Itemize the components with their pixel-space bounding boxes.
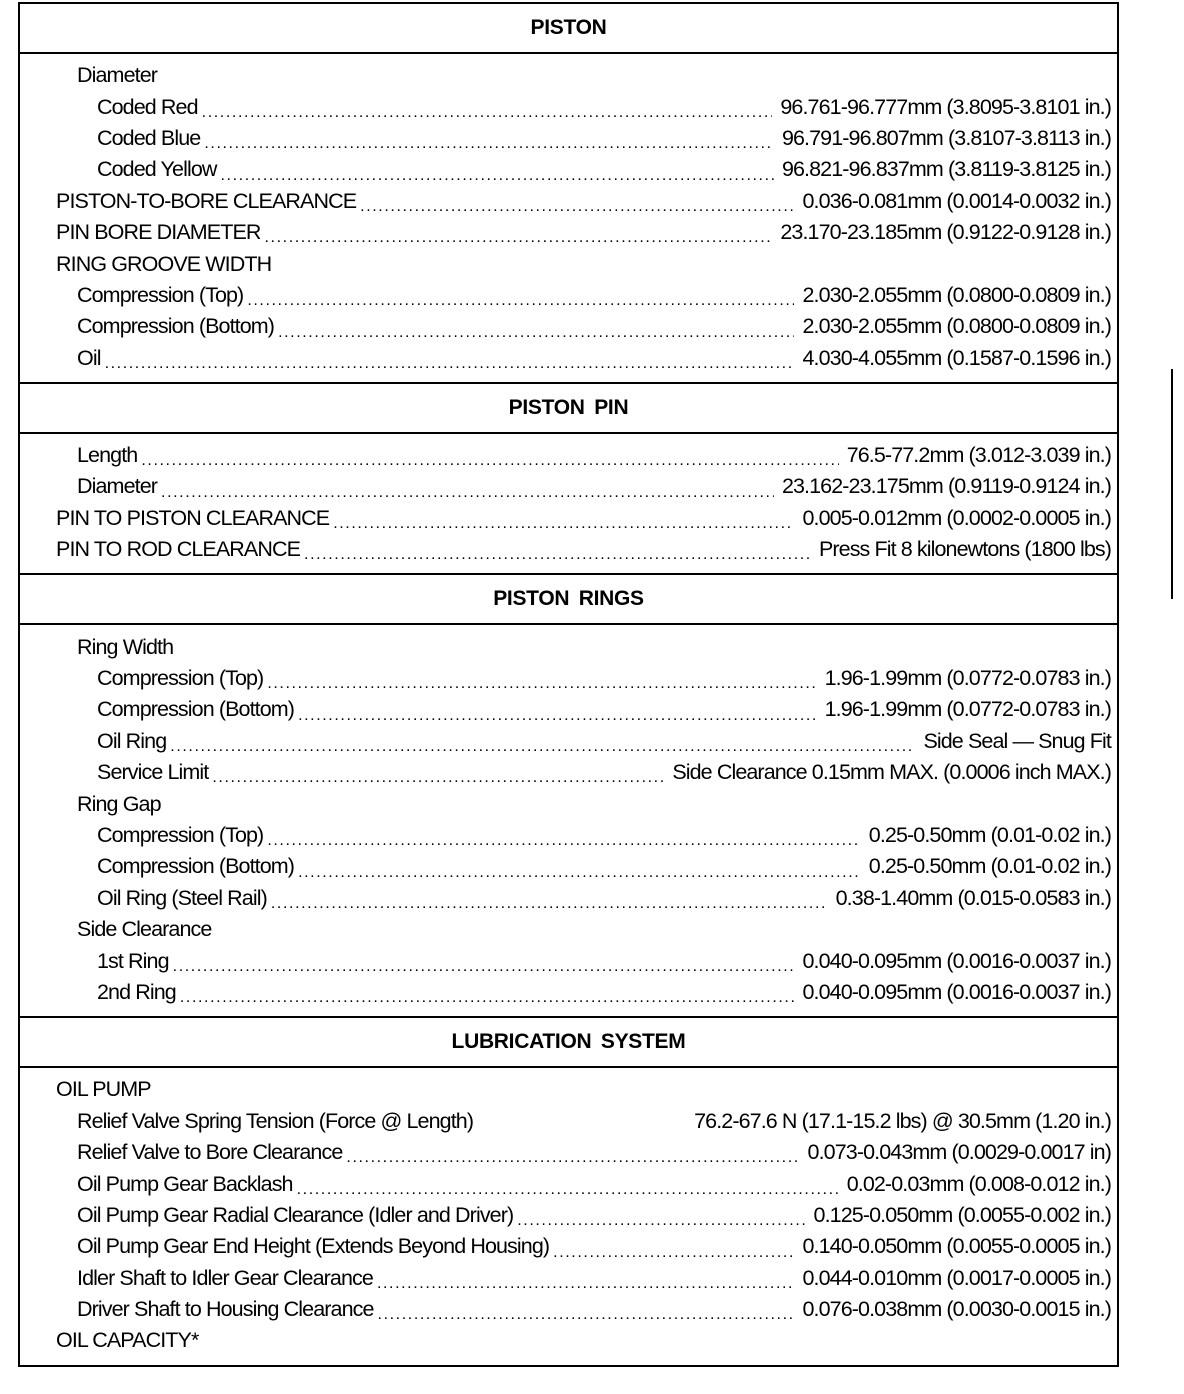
dot-leader [377, 1274, 795, 1294]
spec-value: 0.02-0.03mm (0.008-0.012 in.) [846, 1171, 1111, 1196]
spec-value: 96.791-96.807mm (3.8107-3.8113 in.) [781, 125, 1111, 150]
spec-label: Driver Shaft to Housing Clearance [77, 1297, 374, 1322]
spec-label: 1st Ring [97, 948, 169, 973]
spec-label: Oil Pump Gear Backlash [77, 1171, 293, 1196]
dot-leader [378, 1305, 795, 1325]
spec-label: Oil Pump Gear Radial Clearance (Idler and Driver) [77, 1202, 514, 1227]
spec-row [20, 1325, 1111, 1356]
spec-value: 2.030-2.055mm (0.0800-0.0809 in.) [802, 314, 1111, 339]
section-header: PISTON RINGS [20, 575, 1117, 625]
spec-row [20, 280, 1111, 311]
dot-leader [271, 894, 828, 914]
spec-value: 4.030-4.055mm (0.1587-0.1596 in.) [802, 345, 1111, 370]
spec-value: Press Fit 8 kilonewtons (1800 lbs) [818, 537, 1111, 562]
spec-label: Relief Valve to Bore Clearance [77, 1140, 343, 1165]
spec-label: OIL PUMP [56, 1077, 151, 1102]
dot-leader [517, 1211, 805, 1231]
dot-leader [297, 1180, 839, 1200]
dot-leader [267, 674, 816, 694]
spec-label: Service Limit [97, 760, 209, 785]
spec-row [20, 914, 1111, 945]
spec-row [20, 471, 1111, 502]
spec-value: 0.005-0.012mm (0.0002-0.0005 in.) [802, 505, 1111, 530]
spec-value: Side Seal — Snug Fit [923, 728, 1111, 753]
spec-value: 0.125-0.050mm (0.0055-0.002 in.) [813, 1202, 1111, 1227]
spec-row [20, 883, 1111, 914]
dot-leader [346, 1148, 799, 1168]
spec-row [20, 1106, 1111, 1137]
spec-label: PIN BORE DIAMETER [56, 220, 261, 245]
spec-label: Oil Pump Gear End Height (Extends Beyond Housing) [77, 1234, 550, 1259]
spec-value: 0.036-0.081mm (0.0014-0.0032 in.) [802, 188, 1111, 213]
spec-label: Coded Red [97, 94, 198, 119]
spec-label: Diameter [77, 474, 158, 499]
dot-leader [180, 988, 795, 1008]
dot-leader [477, 1117, 686, 1137]
spec-label: Oil [77, 345, 101, 370]
spec-label: Diameter [77, 63, 158, 88]
spec-label: Compression (Top) [97, 823, 264, 847]
spec-row [20, 534, 1111, 565]
spec-value: 0.040-0.095mm (0.0016-0.0037 in.) [802, 979, 1111, 1004]
dot-leader [221, 166, 774, 186]
spec-row [20, 1200, 1111, 1231]
spec-value: 0.044-0.010mm (0.0017-0.0005 in.) [802, 1265, 1111, 1290]
section-header: LUBRICATION SYSTEM [20, 1018, 1117, 1068]
spec-row [20, 945, 1111, 976]
dot-leader [298, 706, 816, 726]
spec-row [20, 788, 1111, 819]
spec-label: PIN TO ROD CLEARANCE [56, 537, 301, 562]
spec-row [20, 123, 1111, 154]
spec-row [20, 1168, 1111, 1199]
spec-value: 0.25-0.50mm (0.01-0.02 in.) [868, 823, 1111, 847]
spec-value: 76.5-77.2mm (3.012-3.039 in.) [846, 443, 1111, 468]
spec-row [20, 726, 1111, 757]
spec-row [20, 1074, 1111, 1105]
spec-row [20, 440, 1111, 471]
dot-leader [304, 545, 811, 565]
section-body [20, 625, 1117, 1018]
spec-label: Relief Valve Spring Tension (Force @ Length) [77, 1108, 474, 1133]
spec-label: Coded Blue [97, 125, 201, 150]
spec-value: 76.2-67.6 N (17.1-15.2 lbs) @ 30.5mm (1.20 in.) [694, 1108, 1111, 1133]
spec-value: Side Clearance 0.15mm MAX. (0.0006 inch MAX.) [672, 760, 1111, 785]
spec-row [20, 820, 1111, 851]
section-body [20, 434, 1117, 576]
spec-row [20, 851, 1111, 882]
dot-leader [161, 483, 774, 503]
spec-value: 23.162-23.175mm (0.9119-0.9124 in.) [781, 474, 1111, 499]
dot-leader [553, 1243, 794, 1263]
dot-leader [333, 514, 794, 534]
dot-leader [360, 197, 794, 217]
spec-value: 1.96-1.99mm (0.0772-0.0783 in.) [824, 697, 1111, 722]
dot-leader [212, 768, 664, 788]
spec-label: Side Clearance [77, 917, 212, 942]
spec-value: 2.030-2.055mm (0.0800-0.0809 in.) [802, 282, 1111, 307]
spec-label: 2nd Ring [97, 979, 176, 1004]
spec-value: 0.073-0.043mm (0.0029-0.0017 in) [807, 1140, 1111, 1165]
dot-leader [278, 323, 794, 343]
spec-value: 0.25-0.50mm (0.01-0.02 in.) [868, 854, 1111, 879]
dot-leader [173, 957, 795, 977]
spec-row [20, 694, 1111, 725]
spec-row [20, 503, 1111, 534]
spec-row [20, 663, 1111, 694]
spec-label: Compression (Top) [97, 666, 264, 691]
spec-value: 0.140-0.050mm (0.0055-0.0005 in.) [802, 1234, 1111, 1259]
spec-row [20, 217, 1111, 248]
spec-label: Ring Gap [77, 791, 161, 816]
dot-leader [170, 737, 915, 757]
section-body [20, 54, 1117, 384]
spec-label: Compression (Bottom) [77, 314, 275, 339]
spec-label: RING GROOVE WIDTH [56, 251, 272, 276]
spec-row [20, 1263, 1111, 1294]
spec-label: PIN TO PISTON CLEARANCE [56, 505, 330, 530]
spec-row [20, 1294, 1111, 1325]
spec-label: Ring Width [77, 634, 174, 659]
dot-leader [202, 103, 773, 123]
spec-label: Oil Ring (Steel Rail) [97, 885, 267, 910]
spec-row [20, 154, 1111, 185]
spec-label: Length [77, 443, 138, 468]
spec-value: 0.38-1.40mm (0.015-0.0583 in.) [835, 885, 1111, 910]
dot-leader [105, 354, 795, 374]
spec-label: Oil Ring [97, 728, 167, 753]
spec-value: 0.076-0.038mm (0.0030-0.0015 in.) [802, 1297, 1111, 1322]
spec-label: Compression (Top) [77, 282, 244, 307]
spec-row [20, 311, 1111, 342]
dot-leader [247, 291, 794, 311]
spec-row [20, 186, 1111, 217]
dot-leader [298, 863, 861, 883]
spec-label: OIL CAPACITY* [56, 1328, 199, 1353]
spec-row [20, 1137, 1111, 1168]
spec-row [20, 91, 1111, 122]
dot-leader [204, 134, 774, 154]
spec-row [20, 1231, 1111, 1262]
spec-value: 1.96-1.99mm (0.0772-0.0783 in.) [824, 666, 1111, 691]
spec-value: 96.821-96.837mm (3.8119-3.8125 in.) [781, 157, 1111, 182]
spec-label: Coded Yellow [97, 157, 217, 182]
spec-value: 0.040-0.095mm (0.0016-0.0037 in.) [802, 948, 1111, 973]
dot-leader [141, 451, 838, 471]
section-header: PISTON [20, 4, 1117, 54]
margin-change-bar [1171, 369, 1173, 599]
spec-row [20, 343, 1111, 374]
section-body [20, 1068, 1117, 1365]
spec-row [20, 631, 1111, 662]
section-header: PISTON PIN [20, 384, 1117, 434]
spec-row [20, 248, 1111, 279]
spec-label: Idler Shaft to Idler Gear Clearance [77, 1265, 373, 1290]
dot-leader [267, 831, 860, 851]
spec-value: 96.761-96.777mm (3.8095-3.8101 in.) [780, 94, 1111, 119]
spec-row [20, 60, 1111, 91]
spec-label: Compression (Bottom) [97, 697, 295, 722]
specifications-table [18, 2, 1119, 1367]
dot-leader [265, 228, 773, 248]
spec-row [20, 977, 1111, 1008]
spec-label: Compression (Bottom) [97, 854, 295, 879]
spec-value: 23.170-23.185mm (0.9122-0.9128 in.) [780, 220, 1111, 245]
spec-row [20, 757, 1111, 788]
spec-label: PISTON-TO-BORE CLEARANCE [56, 188, 357, 213]
